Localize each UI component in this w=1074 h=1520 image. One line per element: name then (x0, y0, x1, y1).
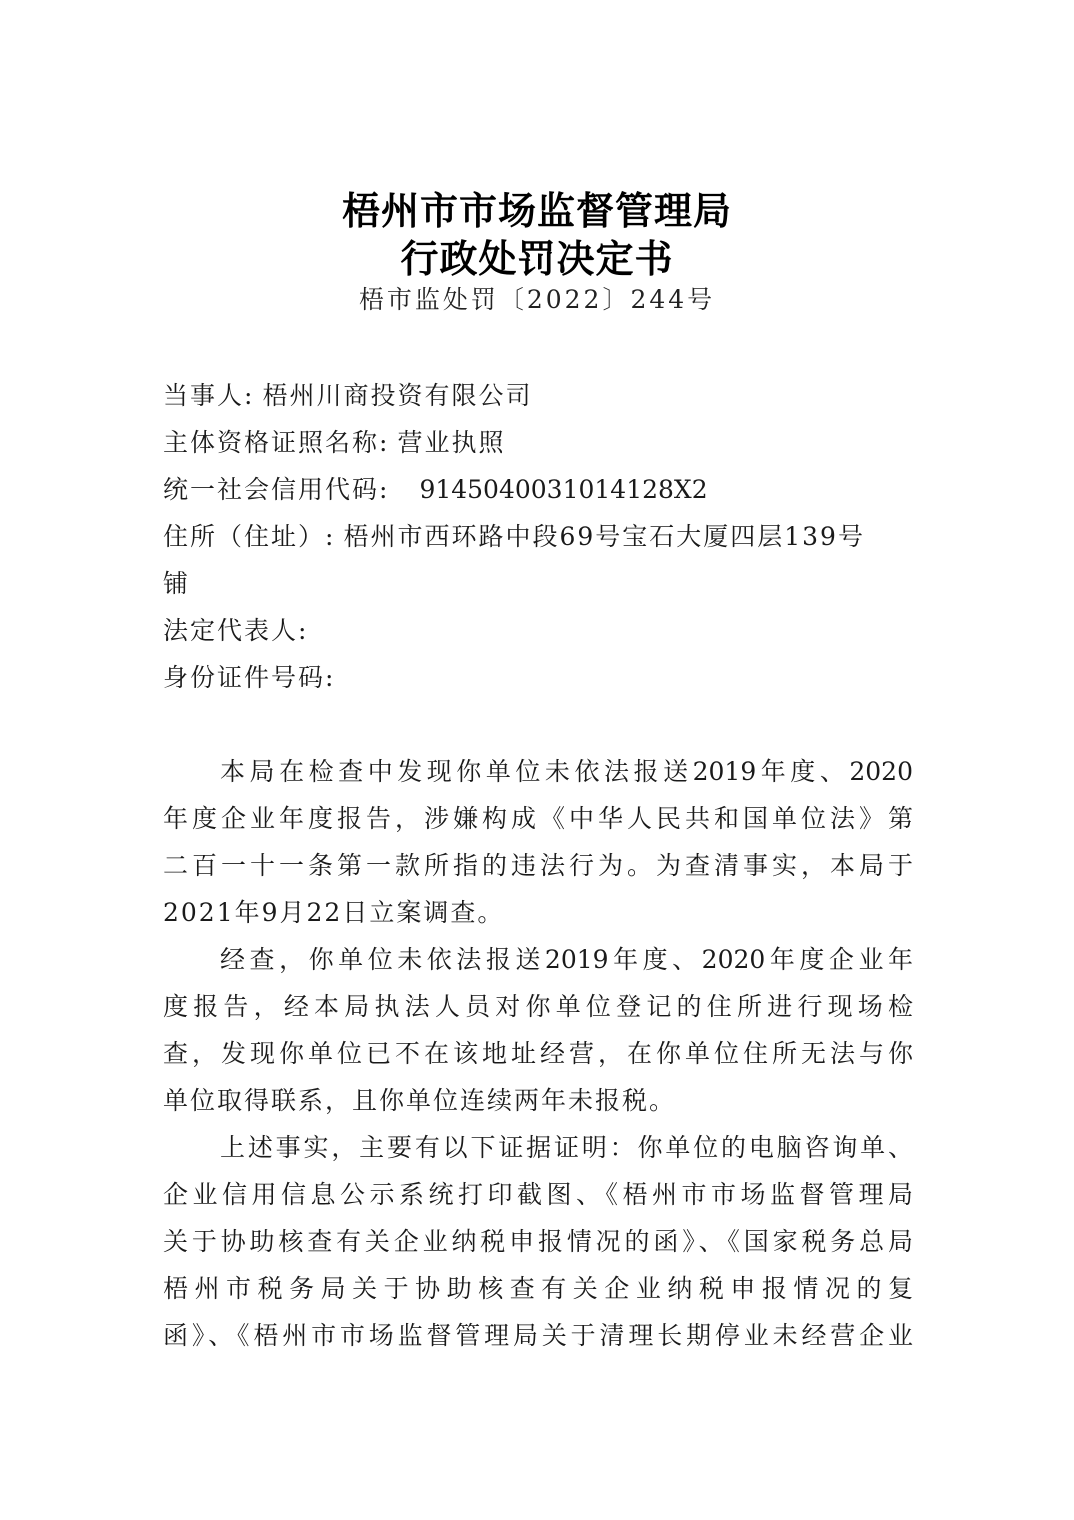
credit-code-row (163, 470, 708, 506)
credit-code-label: 统一社会信用代码: (163, 475, 390, 504)
party-row (163, 376, 532, 412)
credit-code-value: 9145040031014128X2 (419, 475, 708, 504)
id-number-row (163, 658, 343, 694)
paragraph-3-line: 函》、《梧州市市场监督管理局关于清理长期停业未经营企业 (163, 1321, 913, 1350)
address-label: 住所（住址）: (163, 522, 336, 551)
paragraph-1-line: 年度企业年度报告，涉嫌构成《中华人民共和国单位法》第 (163, 804, 913, 833)
legal-rep-row (163, 611, 316, 647)
paragraph-1-line: 二百一十一条第一款所指的违法行为。为查清事实，本局于 (163, 851, 913, 880)
party-label: 当事人: (163, 381, 255, 410)
paragraph-2-line: 度报告，经本局执法人员对你单位登记的住所进行现场检 (163, 992, 913, 1021)
legal-rep-label: 法定代表人: (163, 616, 309, 645)
paragraph-2-line: 查，发现你单位已不在该地址经营，在你单位住所无法与你 (163, 1039, 913, 1068)
license-name-value: 营业执照 (397, 428, 506, 457)
address-row (163, 517, 865, 553)
paragraph-3-line: 企业信用信息公示系统打印截图、《梧州市市场监督管理局 (163, 1180, 913, 1209)
id-number-label: 身份证件号码: (163, 663, 336, 692)
document-number: 梧市监处罚〔2022〕244号 (358, 285, 716, 314)
document-type-title: 行政处罚决定书 (400, 236, 674, 281)
license-name-row (163, 423, 505, 459)
paragraph-1-line: 2021年9月22日立案调查。 (163, 898, 505, 927)
party-value: 梧州川商投资有限公司 (262, 381, 533, 410)
license-name-label: 主体资格证照名称: (163, 428, 390, 457)
paragraph-3-line: 梧州市税务局关于协助核查有关企业纳税申报情况的复 (163, 1274, 913, 1303)
paragraph-2-line: 单位取得联系，且你单位连续两年未报税。 (163, 1086, 677, 1115)
paragraph-3-line: 上述事实，主要有以下证据证明：你单位的电脑咨询单、 (220, 1133, 913, 1162)
paragraph-2-line: 经查，你单位未依法报送2019年度、2020年度企业年 (220, 945, 913, 974)
address-value: 梧州市西环路中段69号宝石大厦四层139号 (343, 522, 865, 551)
issuing-authority-title: 梧州市市场监督管理局 (341, 188, 732, 233)
paragraph-3-line: 关于协助核查有关企业纳税申报情况的函》、《国家税务总局 (163, 1227, 913, 1256)
address-row-continued: 铺 (163, 569, 191, 598)
paragraph-1-line: 本局在检查中发现你单位未依法报送2019年度、2020 (220, 757, 913, 786)
